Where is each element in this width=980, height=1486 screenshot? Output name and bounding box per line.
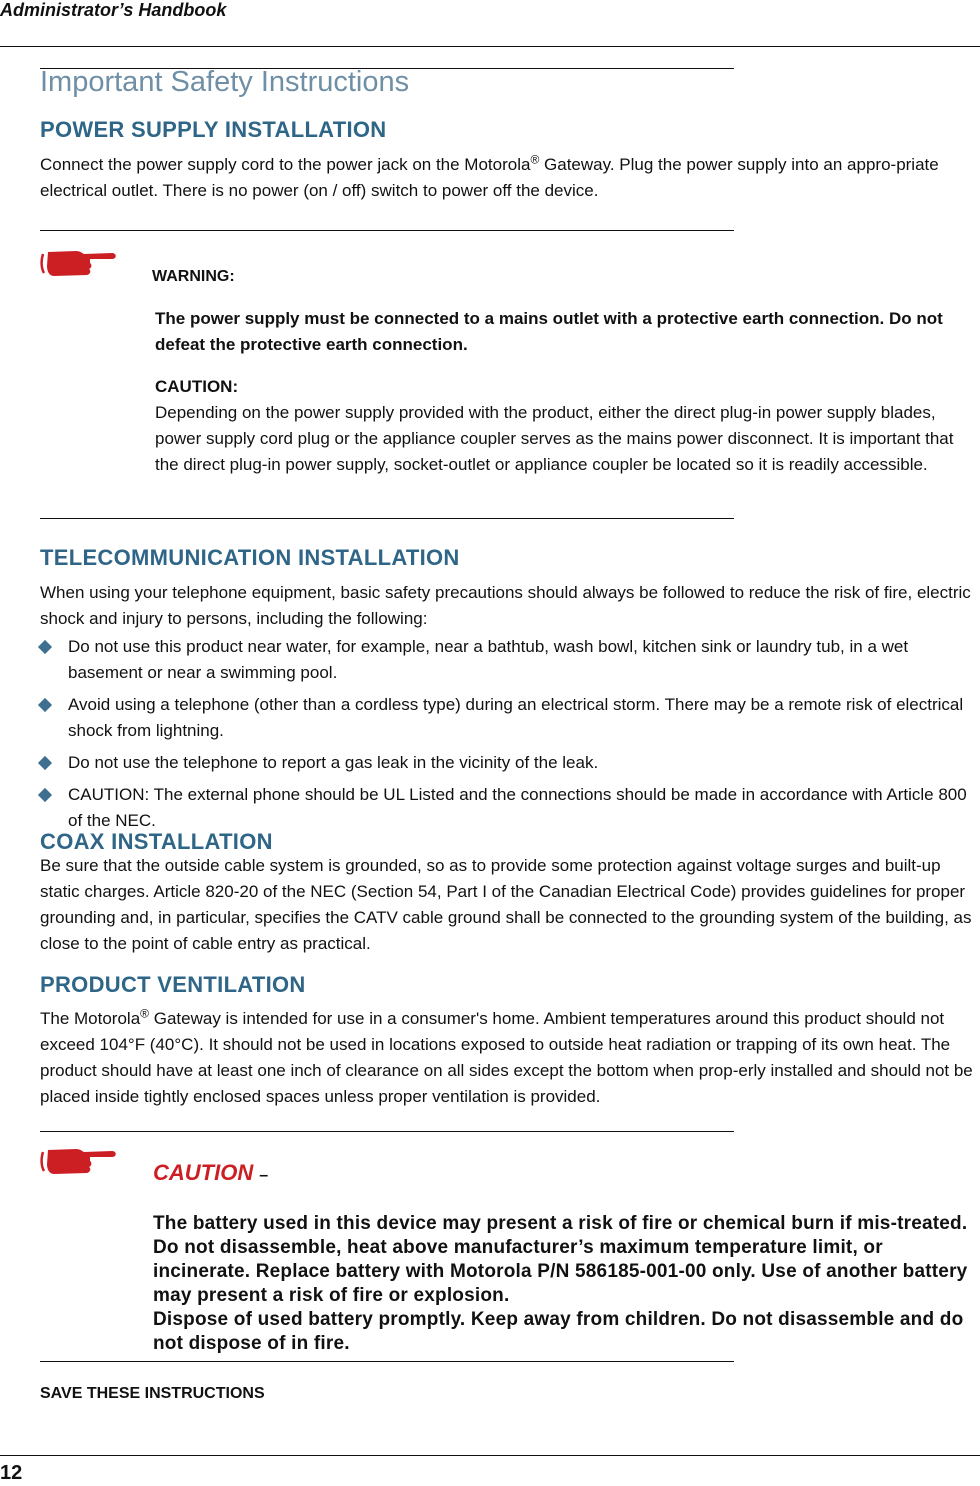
caution-sub-text: Depending on the power supply provided with the product, either the direct plug-in power supply blades, power supply cord plug or the appliance coupler serves as the mains power disconnect. It is important that the direct plug-in power supply, socket-outlet or appliance coupler be located so it is readily accessible. <box>155 403 954 474</box>
warning-rule-top <box>40 230 734 231</box>
warning-label: WARNING: <box>152 268 235 285</box>
coax-heading: COAX INSTALLATION <box>40 829 273 854</box>
header-rule <box>0 46 980 47</box>
list-item: CAUTION: The external phone should be UL Listed and the connections should be made in accordance with Article 800 of the NEC. <box>40 782 975 834</box>
power-supply-heading: POWER SUPPLY INSTALLATION <box>40 117 387 142</box>
pointing-hand-icon <box>40 1144 120 1178</box>
list-item: Avoid using a telephone (other than a cordless type) during an electrical storm. There may be a remote risk of electrical shock from lightning. <box>40 692 975 744</box>
warning-text: The power supply must be connected to a mains outlet with a protective earth connection. Do not defeat the protective earth connection. <box>155 309 943 354</box>
power-supply-text: Connect the power supply cord to the power jack on the Motorola® Gateway. Plug the power supply into an appro-priate electrical outlet. There is no power (on / off) switch to power off the device. <box>40 152 939 200</box>
caution-rule-top <box>40 1131 734 1132</box>
save-instructions: SAVE THESE INSTRUCTIONS <box>40 1385 265 1402</box>
telecom-heading: TELECOMMUNICATION INSTALLATION <box>40 545 460 570</box>
diamond-bullet-icon <box>38 698 52 712</box>
page-number: 12 <box>0 1462 23 1484</box>
running-header: Administrator’s Handbook <box>0 0 227 20</box>
battery-caution-text: The battery used in this device may present a risk of fire or chemical burn if mis-treated. Do not disassemble, heat above manufacturer’s maximum temperature limit, or incinerate. Replace battery with Motorola P/N 586185-001-00 only. Use of another battery may present a risk of fire or explosion. Dispose of used battery promptly. Keep away from children. Do not disassemble and do not dispose of in fire. <box>153 1213 968 1354</box>
list-item: Do not use this product near water, for example, near a bathtub, wash bowl, kitchen sink or laundry tub, in a wet basement or near a swimming pool. <box>40 634 975 686</box>
ventilation-heading: PRODUCT VENTILATION <box>40 972 306 997</box>
pointing-hand-icon <box>40 246 120 280</box>
caution-sub-label: CAUTION: <box>155 377 239 396</box>
ventilation-text: The Motorola® Gateway is intended for use in a consumer's home. Ambient temperatures around this product should not exceed 104°F (40°C). It should not be used in locations exposed to outside heat radiation or trapping of its own heat. The product should have at least one inch of clearance on all sides except the bottom when prop-erly installed and should not be placed inside tightly enclosed spaces unless proper ventilation is provided. <box>40 1006 973 1106</box>
diamond-bullet-icon <box>38 788 52 802</box>
caution-label: CAUTION – <box>153 1160 269 1185</box>
diamond-bullet-icon <box>38 756 52 770</box>
telecom-bullets <box>40 634 975 840</box>
diamond-bullet-icon <box>38 640 52 654</box>
warning-rule-bottom <box>40 518 734 519</box>
page-title: Important Safety Instructions <box>40 66 410 98</box>
coax-text: Be sure that the outside cable system is grounded, so as to provide some protection against voltage surges and built-up static charges. Article 820-20 of the NEC (Section 54, Part I of the Canadian Electrical Code) provides guidelines for proper grounding and, in particular, specifies the CATV cable ground shall be connected to the grounding system of the building, as close to the point of cable entry as practical. <box>40 856 972 953</box>
caution-rule-bottom <box>40 1361 734 1362</box>
telecom-intro: When using your telephone equipment, basic safety precautions should always be followed to reduce the risk of fire, electric shock and injury to persons, including the following: <box>40 583 971 628</box>
list-item: Do not use the telephone to report a gas leak in the vicinity of the leak. <box>40 750 975 776</box>
footer-rule <box>0 1455 980 1456</box>
